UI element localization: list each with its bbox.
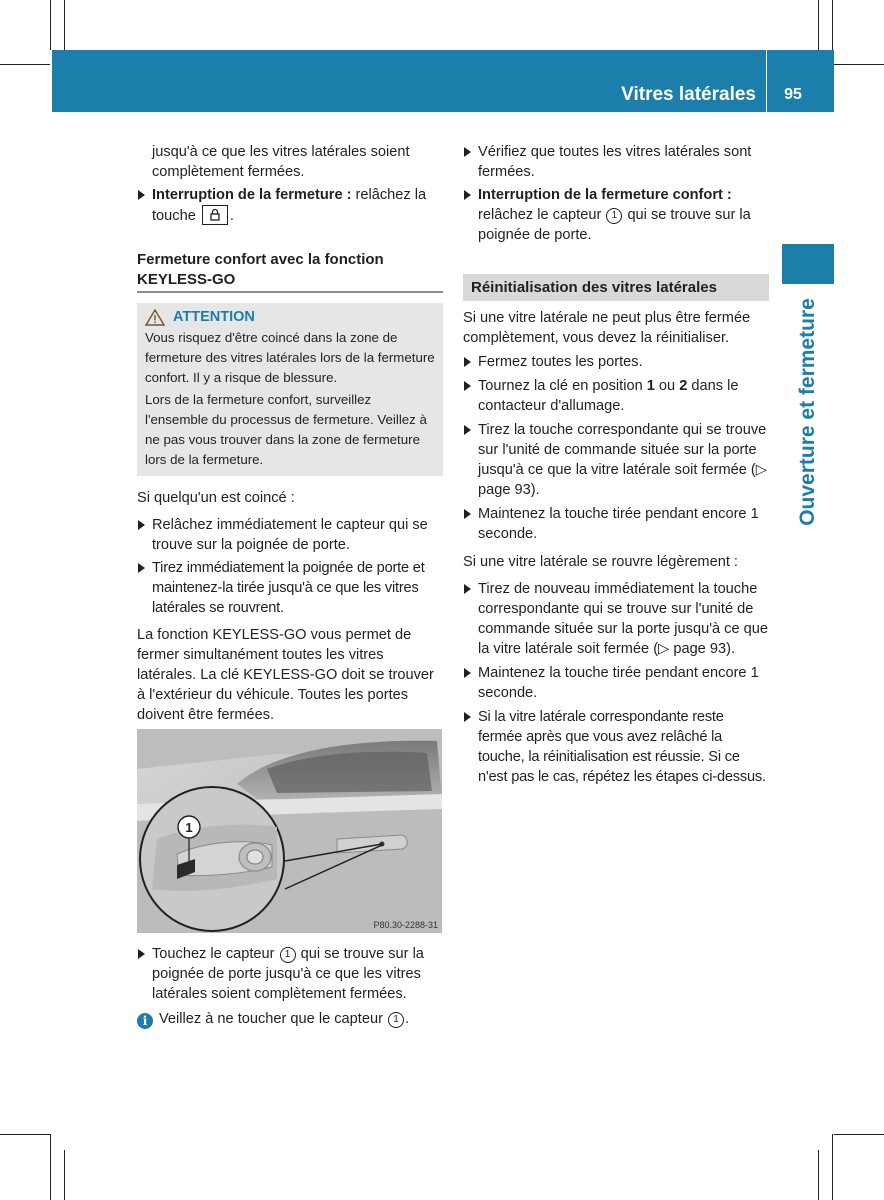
info-text: Veillez à ne toucher que le capteur <box>159 1011 383 1027</box>
reopen-step-1 <box>463 579 769 659</box>
info-note <box>137 1009 443 1029</box>
section-heading-reset: Réinitialisation des vitres latérales <box>463 274 769 301</box>
bullet-arrow-icon <box>138 949 145 959</box>
header-divider <box>766 50 767 112</box>
attention-para-1: Vous risquez d'être coincé dans la zone de fermeture des vitres latérales lors de la fermeture confort. Il y a risque de blessure. <box>145 330 435 385</box>
bullet-text: ou <box>654 378 680 394</box>
crop-mark <box>818 0 819 50</box>
step-2 <box>463 376 769 416</box>
step-1 <box>463 352 769 372</box>
crop-mark <box>0 64 50 65</box>
warning-icon <box>145 309 165 332</box>
section-heading-line1: Fermeture confort avec la fonction <box>137 251 384 268</box>
bullet-text: qui se trouve sur la poignée de porte jusqu'à ce que les vitres latérales soient complètement fermées. <box>152 946 424 1002</box>
bullet-text: relâchez le capteur <box>478 207 602 223</box>
crop-mark <box>832 1134 833 1200</box>
position-2: 2 <box>679 378 688 394</box>
section-rule <box>137 291 443 293</box>
reset-intro: Si une vitre latérale ne peut plus être fermée complètement, vous devez la réinitialiser. <box>463 310 751 346</box>
bullet-text: Maintenez la touche tirée pendant encore 1 seconde. <box>478 665 759 701</box>
crop-mark <box>64 1150 65 1200</box>
lock-key-icon <box>202 205 228 225</box>
bullet-text: Tirez la touche correspondante qui se trouve sur l'unité de commande située sur la porte jusqu'à ce que la vitre latérale soit fermée (▷ page 93). <box>478 422 767 498</box>
bullet-arrow-icon <box>138 520 145 530</box>
callout-1-icon: 1 <box>280 947 296 963</box>
bullet-text: Touchez le capteur <box>152 946 275 962</box>
callout-1-icon: 1 <box>388 1012 404 1028</box>
bullet-arrow-icon <box>464 381 471 391</box>
stuck-bullet-2 <box>137 558 443 618</box>
position-1: 1 <box>646 378 655 394</box>
bullet-arrow-icon <box>464 425 471 435</box>
stuck-intro: Si quelqu'un est coincé : <box>137 490 295 506</box>
left-column <box>137 142 443 725</box>
reopen-step-2 <box>463 663 769 703</box>
info-icon: i <box>137 1013 153 1029</box>
left-column-bottom <box>137 944 443 1029</box>
bullet-interruption <box>137 185 443 226</box>
info-text-end: . <box>405 1011 410 1027</box>
reopen-intro: Si une vitre latérale se rouvre légèrement : <box>463 554 738 570</box>
bullet-arrow-icon <box>464 357 471 367</box>
stuck-bullet-1 <box>137 515 443 555</box>
bullet-text: Relâchez immédiatement le capteur qui se trouve sur la poignée de porte. <box>152 517 428 553</box>
touch-bullet <box>137 944 443 1004</box>
bullet-arrow-icon <box>464 584 471 594</box>
reopen-step-3 <box>463 707 769 787</box>
bullet-text: Tournez la clé en position <box>478 378 647 394</box>
bullet-bold: Interruption de la fermeture confort : <box>478 187 732 203</box>
crop-mark <box>0 1134 50 1135</box>
bullet-bold: Interruption de la fermeture : <box>152 187 352 203</box>
door-illustration <box>137 729 442 933</box>
section-heading-line2: KEYLESS-GO <box>137 271 236 288</box>
crop-mark <box>50 0 51 50</box>
crop-mark <box>834 64 884 65</box>
door-handle-figure <box>137 729 442 933</box>
crop-mark <box>832 0 833 50</box>
bullet-text: Tirez immédiatement la poignée de porte et maintenez-la tirée jusqu'à ce que les vitres latérales se rouvrent. <box>152 560 425 616</box>
bullet-text: Fermez toutes les portes. <box>478 354 643 370</box>
section-heading <box>137 250 443 290</box>
attention-box <box>137 303 443 476</box>
bullet-arrow-icon <box>464 147 471 157</box>
bullet-text: relâchez la touche <box>152 187 427 224</box>
bullet-arrow-icon <box>464 509 471 519</box>
step-3 <box>463 420 769 500</box>
bullet-arrow-icon <box>138 190 145 200</box>
interrupt-confort-bullet <box>463 185 769 245</box>
continued-text: jusqu'à ce que les vitres latérales soient complètement fermées. <box>152 144 410 180</box>
crop-mark <box>834 1134 884 1135</box>
crop-mark <box>818 1150 819 1200</box>
figure-callout-1: 1 <box>185 820 193 835</box>
bullet-text: dans le contacteur d'allumage. <box>478 378 739 414</box>
bullet-text: Tirez de nouveau immédiatement la touche correspondante qui se trouve sur l'unité de commande située sur la porte jusqu'à ce que la vitre latérale soit fermée (▷ page 93). <box>478 581 768 657</box>
chapter-label: Ouverture et fermeture <box>796 298 819 526</box>
crop-mark <box>64 0 65 50</box>
bullet-text: Maintenez la touche tirée pendant encore 1 seconde. <box>478 506 759 542</box>
attention-title <box>145 307 435 327</box>
figure-code: P80.30-2288-31 <box>373 920 438 930</box>
bullet-arrow-icon <box>138 563 145 573</box>
attention-title-text: ATTENTION <box>173 309 255 325</box>
bullet-text: Vérifiez que toutes les vitres latérales sont fermées. <box>478 144 752 180</box>
crop-mark <box>50 1134 51 1200</box>
bullet-arrow-icon <box>464 190 471 200</box>
right-column <box>463 142 769 787</box>
page-title: Vitres latérales <box>621 84 756 105</box>
bullet-text: Si la vitre latérale correspondante reste fermée après que vous avez relâché la touche, la réinitialisation est réussie. Si ce n'est pas le cas, répétez les étapes ci-dessus. <box>478 709 766 785</box>
callout-1-icon: 1 <box>606 208 622 224</box>
bullet-text-end: . <box>229 208 234 224</box>
bullet-arrow-icon <box>464 668 471 678</box>
step-4 <box>463 504 769 544</box>
keyless-paragraph: La fonction KEYLESS-GO vous permet de fermer simultanément toutes les vitres latérales. La clé KEYLESS-GO doit se trouver à l'extérieur du véhicule. Toutes les portes doivent être fermées. <box>137 627 434 723</box>
page-number: 95 <box>784 86 802 103</box>
bullet-text: qui se trouve sur la poignée de porte. <box>478 207 751 243</box>
check-bullet <box>463 142 769 182</box>
side-tab <box>782 244 834 284</box>
bullet-arrow-icon <box>464 712 471 722</box>
attention-para-2: Lors de la fermeture confort, surveillez l'ensemble du processus de fermeture. Veillez à ne pas vous trouver dans la zone de fermeture lors de la fermeture. <box>145 392 427 467</box>
